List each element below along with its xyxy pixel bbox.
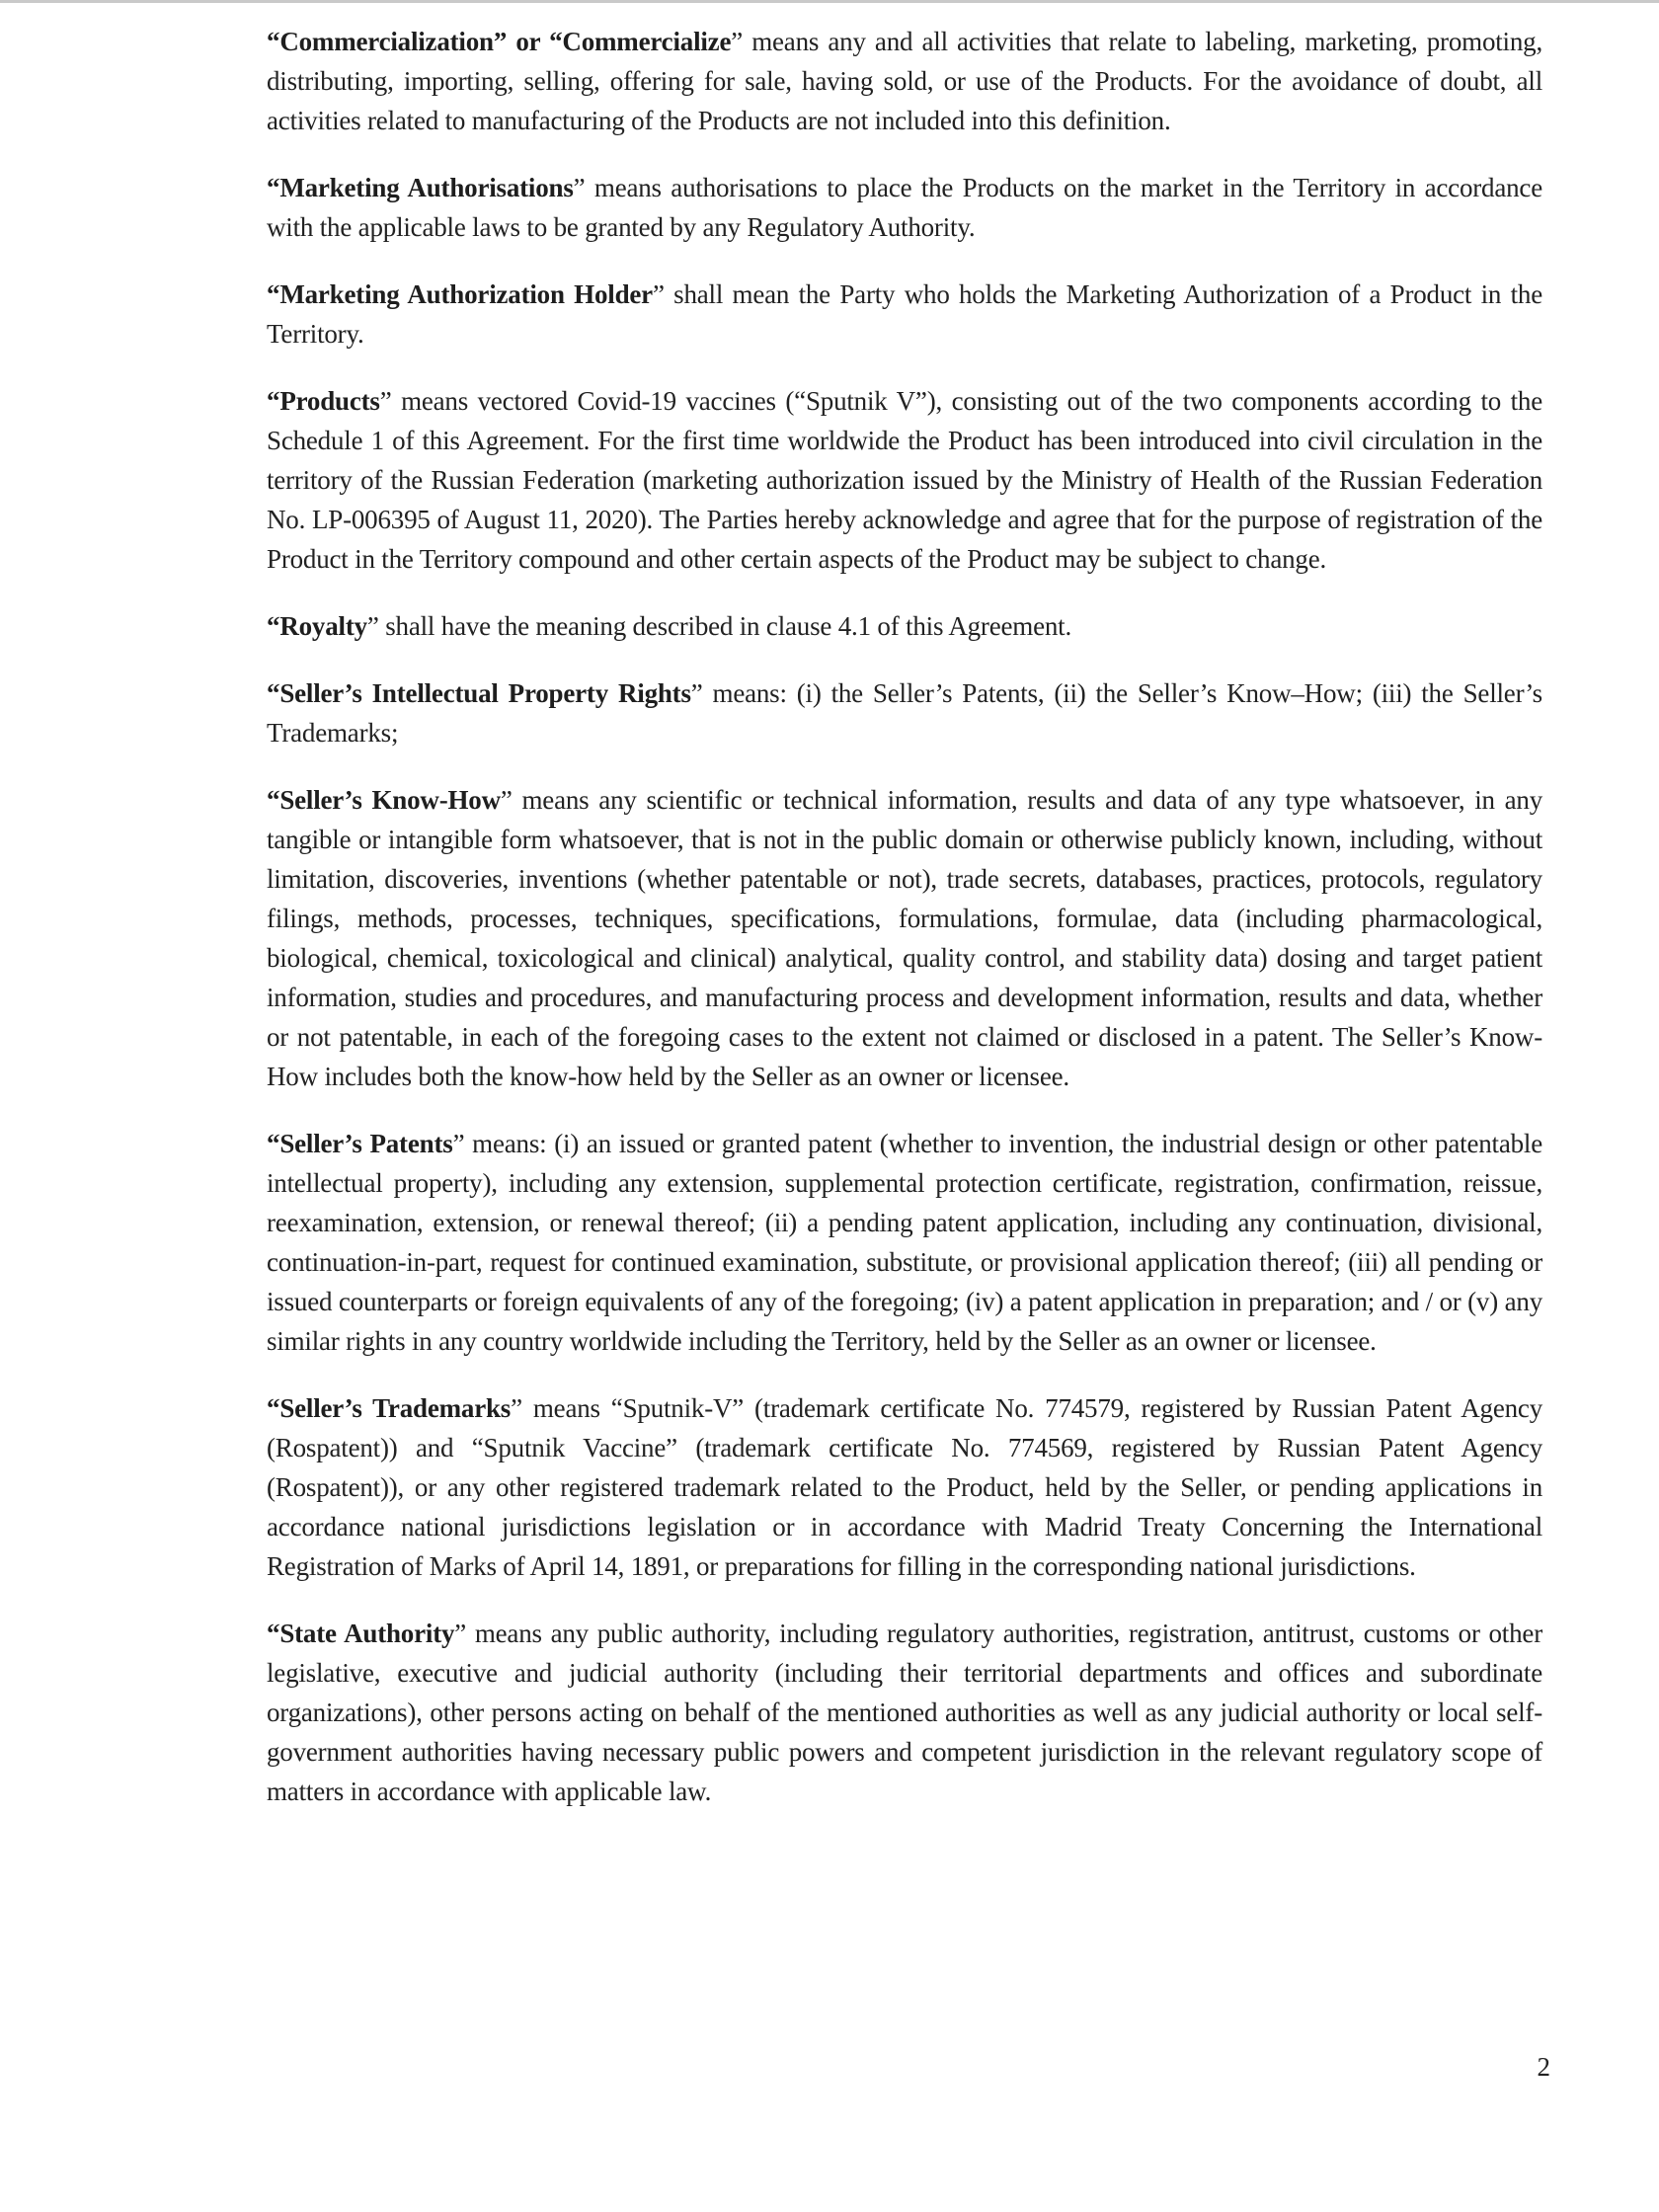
definition-marketing-authorization-holder [267,275,1542,354]
definition-state-authority [267,1614,1542,1811]
term-royalty: Royalty [279,611,367,641]
term-quote-open: “ [267,386,280,416]
term-sellers-patents: Seller’s Patents [279,1129,453,1158]
term-commercialization: Commercialization [279,27,494,56]
term-quote-open: “ [267,1129,280,1158]
definition-royalty [267,606,1542,646]
definition-products [267,381,1542,579]
document-page [267,22,1542,1839]
term-quote-open: “ [267,279,280,309]
term-quote-open: “ [267,785,280,815]
definition-text: ” shall mean the Party who holds the Marketing Authorization of a Product in the Territory. [267,279,1542,349]
definition-text: ” means authorisations to place the Products on the market in the Territory in accordance with the applicable laws to be granted by any Regulatory Authority. [267,173,1542,242]
term-quote-open: “ [267,678,280,708]
term-marketing-authorisations: Marketing Authorisations [279,173,574,202]
definition-sellers-trademarks [267,1388,1542,1586]
definition-text: ” means any scientific or technical information, results and data of any type whatsoever, in any tangible or intangible form whatsoever, that is not in the public domain or otherwise publicly known, including, without limitation, discoveries, inventions (whether patentable or not), trade secrets, databases, practices, protocols, regulatory filings, methods, processes, techniques, specifications, formulations, formulae, data (including pharmacological, biological, chemical, toxicological and clinical) analytical, quality control, and stability data) dosing and target patient information, studies and procedures, and manufacturing process and development information, results and data, whether or not patentable, in each of the foregoing cases to the extent not claimed or disclosed in a patent. The Seller’s Know-How includes both the know-how held by the Seller as an owner or licensee. [267,785,1542,1091]
term-sellers-ip-rights: Seller’s Intellectual Property Rights [279,678,691,708]
term-quote-open: “ [267,611,280,641]
definition-text: ” means: (i) the Seller’s Patents, (ii) the Seller’s Know–How; (iii) the Seller’s Trademarks; [267,678,1542,748]
definition-text: ” shall have the meaning described in clause 4.1 of this Agreement. [366,611,1072,641]
definition-text: ” means any and all activities that relate to labeling, marketing, promoting, distributing, importing, selling, offering for sale, having sold, or use of the Products. For the avoidance of doubt, all activities related to manufacturing of the Products are not included into this definition. [267,27,1542,135]
term-marketing-authorization-holder: Marketing Authorization Holder [279,279,653,309]
term-quote-open: “ [267,1393,280,1423]
term-quote-open: “ [267,1619,280,1648]
term-state-authority: State Authority [279,1619,455,1648]
definition-commercialization [267,22,1542,140]
page-number: 2 [1537,2052,1550,2082]
definition-text: ” means any public authority, including regulatory authorities, registration, antitrust, customs or other legislative, executive and judicial authority (including their territorial departments and offices and subordinate organizations), other persons acting on behalf of the mentioned authorities as well as any judicial authority or local self-government authorities having necessary public powers and competent jurisdiction in the relevant regulatory scope of matters in accordance with applicable law. [267,1619,1542,1806]
definition-text: ” means: (i) an issued or granted patent (whether to invention, the industrial design or other patentable intellectual property), including any extension, supplemental protection certificate, registration, confirmation, reissue, reexamination, extension, or renewal thereof; (ii) a pending patent application, including any continuation, divisional, continuation-in-part, request for continued examination, substitute, or provisional application thereof; (iii) all pending or issued counterparts or foreign equivalents of any of the foregoing; (iv) a patent application in preparation; and / or (v) any similar rights in any country worldwide including the Territory, held by the Seller as an owner or licensee. [267,1129,1542,1356]
term-connector: ” or “ [493,27,563,56]
page-top-edge [0,0,1659,3]
definition-text: ” means vectored Covid-19 vaccines (“Sputnik V”), consisting out of the two components according to the Schedule 1 of this Agreement. For the first time worldwide the Product has been introduced into civil circulation in the territory of the Russian Federation (marketing authorization issued by the Ministry of Health of the Russian Federation No. LP-006395 of August 11, 2020). The Parties hereby acknowledge and agree that for the purpose of registration of the Product in the Territory compound and other certain aspects of the Product may be subject to change. [267,386,1542,574]
term-quote-open: “ [267,27,280,56]
definition-sellers-know-how [267,780,1542,1096]
definition-sellers-ip-rights [267,673,1542,752]
term-sellers-trademarks: Seller’s Trademarks [279,1393,512,1423]
definition-text: ” means “Sputnik-V” (trademark certificate No. 774579, registered by Russian Patent Agency (Rospatent)) and “Sputnik Vaccine” (trademark certificate No. 774569, registered by Russian Patent Agency (Rospatent)), or any other registered trademark related to the Product, held by the Seller, or pending applications in accordance national jurisdictions legislation or in accordance with Madrid Treaty Concerning the International Registration of Marks of April 14, 1891, or preparations for filling in the corresponding national jurisdictions. [267,1393,1542,1581]
definition-marketing-authorisations [267,168,1542,247]
term-sellers-know-how: Seller’s Know-How [279,785,501,815]
definition-sellers-patents [267,1124,1542,1361]
term-products: Products [279,386,380,416]
term-commercialize: Commercialize [562,27,732,56]
term-quote-open: “ [267,173,280,202]
